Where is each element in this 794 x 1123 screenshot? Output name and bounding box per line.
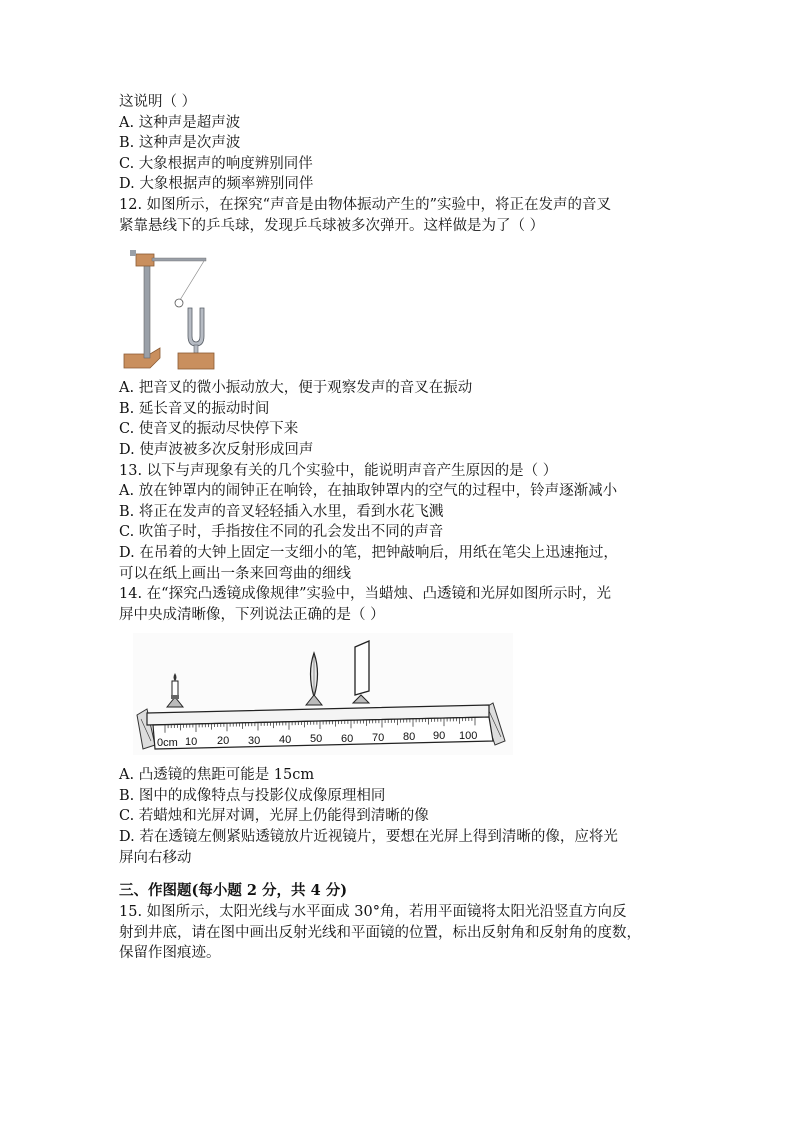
ruler-label: 100 [459,730,478,743]
q11-stem-tail: 这说明（ ） [119,94,197,110]
ruler-label: 70 [372,732,385,745]
q14-option-d-cont: 屏向右移动 [119,849,192,866]
q13-option-d: D. 在吊着的大钟上固定一支细小的笔，把钟敲响后，用纸在笔尖上迅速拖过， [119,544,618,561]
optical-bench-figure [133,633,513,755]
q11-option-a: A. 这种声是超声波 [119,114,241,131]
q14-option-b: B. 图中的成像特点与投影仪成像原理相同 [119,787,386,804]
q14-stem-line2: 屏中央成清晰像，下列说法正确的是（ ） [119,606,385,623]
q12-option-d: D. 使声波被多次反射形成回声 [119,441,314,458]
ruler-label: 80 [403,731,416,744]
section-3-title: 三、作图题(每小题 2 分，共 4 分) [119,882,348,900]
q11-option-d: D. 大象根据声的频率辨别同伴 [119,176,314,193]
q15-stem-line3: 保留作图痕迹。 [119,945,221,962]
q14-option-c: C. 若蜡烛和光屏对调，光屏上仍能得到清晰的像 [119,808,429,825]
q13-option-a: A. 放在钟罩内的闹钟正在响铃，在抽取钟罩内的空气的过程中，铃声逐渐减小 [119,483,618,500]
ruler-label: 30 [248,735,261,748]
q12-option-a: A. 把音叉的微小振动放大，便于观察发声的音叉在振动 [119,380,473,397]
ruler-label: 90 [433,730,446,743]
q12-option-c: C. 使音叉的振动尽快停下来 [119,421,299,438]
ruler-label: 50 [310,733,323,746]
ruler-label: 10 [185,736,198,749]
ruler-label: 20 [217,735,230,748]
q13-stem: 13. 以下与声现象有关的几个实验中，能说明声音产生原因的是（ ） [119,462,558,479]
q13-option-d-cont: 可以在纸上画出一条来回弯曲的细线 [119,565,351,582]
q14-option-a: A. 凸透镜的焦距可能是 15cm [119,767,315,784]
ruler-label: 60 [341,733,354,746]
q12-option-b: B. 延长音叉的振动时间 [119,400,270,417]
q11-option-c: C. 大象根据声的响度辨别同伴 [119,155,313,172]
q12-stem-line1: 12. 如图所示，在探究“声音是由物体振动产生的”实验中，将正在发声的音叉 [119,196,611,213]
q15-stem-line2: 射到井底，请在图中画出反射光线和平面镜的位置，标出反射角和反射角的度数， [119,924,641,941]
ruler-label: 0cm [157,737,178,750]
q14-option-d: D. 若在透镜左侧紧贴透镜放片近视镜片，要想在光屏上得到清晰的像，应将光 [119,829,618,846]
q13-option-c: C. 吹笛子时，手指按住不同的孔会发出不同的声音 [119,524,444,541]
q12-stem-line2: 紧靠悬线下的乒乓球，发现乒乓球被多次弹开。这样做是为了（ ） [119,217,545,234]
q15-stem-line1: 15. 如图所示，太阳光线与水平面成 30°角，若用平面镜将太阳光沿竖直方向反 [119,904,627,921]
q13-option-b: B. 将正在发声的音叉轻轻插入水里，看到水花飞溅 [119,503,444,520]
q11-option-b: B. 这种声是次声波 [119,135,241,152]
q14-stem-line1: 14. 在“探究凸透镜成像规律”实验中，当蜡烛、凸透镜和光屏如图所示时，光 [119,586,611,603]
tuning-fork-figure [122,250,218,372]
exam-page [119,92,679,964]
ruler-label: 40 [279,734,292,747]
